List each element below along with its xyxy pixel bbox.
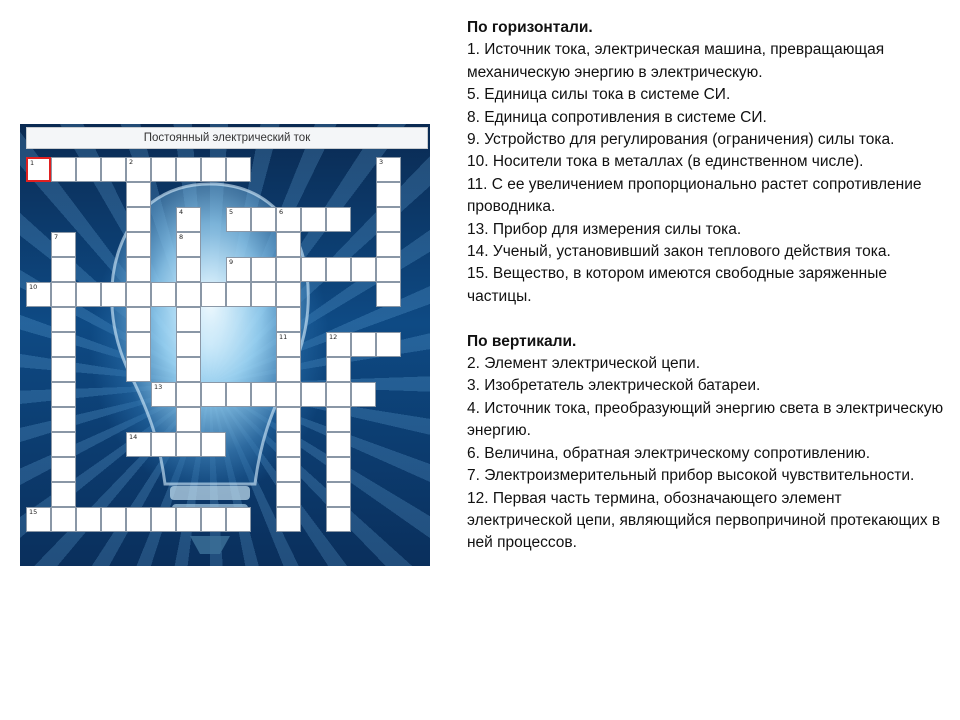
grid-cell[interactable] bbox=[151, 382, 176, 407]
grid-cell[interactable] bbox=[376, 207, 401, 232]
grid-cell[interactable] bbox=[176, 407, 201, 432]
across-clue: 15. Вещество, в котором имеются свободные заряженные частицы. bbox=[467, 265, 887, 305]
cell-number: 2 bbox=[129, 158, 134, 166]
grid-cell[interactable] bbox=[276, 407, 301, 432]
down-clue: 2. Элемент электрической цепи. bbox=[467, 355, 700, 373]
across-clue: 11. С ее увеличением пропорционально растет сопротивление проводника. bbox=[467, 175, 922, 216]
cell-number: 7 bbox=[54, 233, 59, 241]
grid-cell[interactable] bbox=[176, 157, 201, 182]
cell-number: 5 bbox=[229, 208, 234, 216]
grid-cell[interactable] bbox=[226, 282, 251, 307]
across-clue: 9. Устройство для регулирования (ограничения) силы тока. bbox=[467, 131, 895, 149]
grid-cell[interactable] bbox=[176, 307, 201, 332]
down-heading: По вертикали. bbox=[467, 332, 577, 350]
grid-cell[interactable] bbox=[276, 482, 301, 507]
grid-cell[interactable] bbox=[176, 432, 201, 457]
clue-spacer bbox=[467, 308, 947, 330]
grid-cell[interactable] bbox=[226, 207, 251, 232]
grid-cell[interactable] bbox=[301, 257, 326, 282]
grid-cell[interactable] bbox=[126, 432, 151, 457]
grid-cell[interactable] bbox=[351, 332, 376, 357]
grid-cell[interactable] bbox=[276, 357, 301, 382]
grid-cell[interactable] bbox=[276, 432, 301, 457]
grid-cell[interactable] bbox=[376, 157, 401, 182]
grid-cell[interactable] bbox=[126, 232, 151, 257]
grid-cell[interactable] bbox=[326, 457, 351, 482]
grid-cell[interactable] bbox=[326, 507, 351, 532]
cell-number: 13 bbox=[154, 383, 163, 391]
grid-cell[interactable] bbox=[126, 507, 151, 532]
grid-cell[interactable] bbox=[326, 357, 351, 382]
grid-cell[interactable] bbox=[276, 332, 301, 357]
grid-cell[interactable] bbox=[51, 232, 76, 257]
cell-number: 8 bbox=[179, 233, 184, 241]
grid-cell[interactable] bbox=[126, 357, 151, 382]
grid-cell[interactable] bbox=[151, 282, 176, 307]
grid-cell[interactable] bbox=[126, 282, 151, 307]
grid-cell[interactable] bbox=[376, 332, 401, 357]
cell-number: 3 bbox=[379, 158, 384, 166]
grid-cell[interactable] bbox=[326, 257, 351, 282]
grid-cell[interactable] bbox=[276, 232, 301, 257]
cell-number: 10 bbox=[29, 283, 38, 291]
grid-cell[interactable] bbox=[276, 457, 301, 482]
cell-number: 12 bbox=[329, 333, 338, 341]
grid-cell[interactable] bbox=[176, 382, 201, 407]
grid-cell[interactable] bbox=[26, 507, 51, 532]
grid-cell[interactable] bbox=[51, 257, 76, 282]
puzzle-title: Постоянный электрический ток bbox=[26, 127, 428, 149]
grid-cell[interactable] bbox=[201, 507, 226, 532]
grid-cell[interactable] bbox=[51, 457, 76, 482]
cell-number: 6 bbox=[279, 208, 284, 216]
grid-cell[interactable] bbox=[126, 307, 151, 332]
grid-cell[interactable] bbox=[251, 207, 276, 232]
grid-cell[interactable] bbox=[201, 157, 226, 182]
grid-cell[interactable] bbox=[51, 507, 76, 532]
grid-cell[interactable] bbox=[101, 507, 126, 532]
grid-cell[interactable] bbox=[51, 332, 76, 357]
clues-panel bbox=[467, 17, 947, 555]
across-clue: 1. Источник тока, электрическая машина, превращающая механическую энергию в электрическую. bbox=[467, 41, 885, 81]
grid-cell[interactable] bbox=[51, 432, 76, 457]
grid-cell[interactable] bbox=[51, 157, 76, 182]
grid-cell[interactable] bbox=[376, 282, 401, 307]
grid-cell[interactable] bbox=[276, 507, 301, 532]
cell-number: 14 bbox=[129, 433, 138, 441]
grid-cell[interactable] bbox=[326, 332, 351, 357]
grid-cell[interactable] bbox=[151, 507, 176, 532]
grid-cell[interactable] bbox=[101, 157, 126, 182]
grid-cell[interactable] bbox=[276, 382, 301, 407]
grid-cell[interactable] bbox=[26, 282, 51, 307]
grid-cell[interactable] bbox=[176, 282, 201, 307]
cell-number: 1 bbox=[30, 159, 35, 167]
grid-cell[interactable] bbox=[276, 307, 301, 332]
grid-cell[interactable] bbox=[201, 432, 226, 457]
grid-cell[interactable] bbox=[376, 232, 401, 257]
across-clue: 5. Единица силы тока в системе СИ. bbox=[467, 86, 731, 104]
across-clues bbox=[467, 39, 947, 308]
grid-cell[interactable] bbox=[126, 257, 151, 282]
grid-cell[interactable] bbox=[151, 432, 176, 457]
grid-cell[interactable] bbox=[376, 257, 401, 282]
grid-cell[interactable] bbox=[176, 507, 201, 532]
grid-cell[interactable] bbox=[351, 382, 376, 407]
grid-cell[interactable] bbox=[251, 382, 276, 407]
grid-cell[interactable] bbox=[301, 382, 326, 407]
across-clue: 10. Носители тока в металлах (в единственном числе). bbox=[467, 153, 864, 171]
grid-cell[interactable] bbox=[226, 257, 251, 282]
grid-cell[interactable] bbox=[176, 332, 201, 357]
grid-cell[interactable] bbox=[251, 257, 276, 282]
grid-cell[interactable] bbox=[176, 257, 201, 282]
crossword-panel bbox=[20, 124, 430, 566]
down-clue: 4. Источник тока, преобразующий энергию света в электрическую энергию. bbox=[467, 399, 944, 440]
grid-cell[interactable] bbox=[126, 182, 151, 207]
grid-cell[interactable] bbox=[51, 407, 76, 432]
grid-cell[interactable] bbox=[226, 382, 251, 407]
grid-cell[interactable] bbox=[76, 507, 101, 532]
grid-cell[interactable] bbox=[126, 207, 151, 232]
grid-cell[interactable] bbox=[326, 382, 351, 407]
grid-cell[interactable] bbox=[51, 357, 76, 382]
grid-cell[interactable] bbox=[76, 282, 101, 307]
grid-cell[interactable] bbox=[326, 407, 351, 432]
cell-number: 11 bbox=[279, 333, 288, 341]
grid-cell[interactable] bbox=[276, 207, 301, 232]
down-clue: 6. Величина, обратная электрическому сопротивлению. bbox=[467, 444, 871, 462]
grid-cell[interactable] bbox=[276, 257, 301, 282]
across-clue: 8. Единица сопротивления в системе СИ. bbox=[467, 108, 767, 126]
grid-cell[interactable] bbox=[126, 157, 151, 182]
cell-number: 9 bbox=[229, 258, 234, 266]
down-clue: 3. Изобретатель электрической батареи. bbox=[467, 377, 761, 395]
cell-number: 15 bbox=[29, 508, 38, 516]
down-clue: 12. Первая часть термина, обозначающего элемент электрической цепи, являющийся первопричиной протекающих в ней процессов. bbox=[467, 489, 941, 552]
across-heading: По горизонтали. bbox=[467, 19, 593, 36]
across-clue: 13. Прибор для измерения силы тока. bbox=[467, 220, 742, 238]
grid-cell[interactable] bbox=[76, 157, 101, 182]
grid-cell[interactable] bbox=[151, 157, 176, 182]
grid-cell[interactable] bbox=[51, 282, 76, 307]
down-clue: 7. Электроизмерительный прибор высокой чувствительности. bbox=[467, 467, 915, 485]
grid-cell[interactable] bbox=[276, 282, 301, 307]
grid-cell[interactable] bbox=[351, 257, 376, 282]
grid-cell[interactable] bbox=[326, 482, 351, 507]
grid-cell[interactable] bbox=[126, 332, 151, 357]
grid-cell[interactable] bbox=[26, 157, 51, 182]
across-clue: 14. Ученый, установивший закон теплового действия тока. bbox=[467, 243, 891, 261]
grid-cell[interactable] bbox=[326, 432, 351, 457]
grid-cell[interactable] bbox=[226, 507, 251, 532]
grid-cell[interactable] bbox=[176, 207, 201, 232]
grid-cell[interactable] bbox=[51, 382, 76, 407]
grid-cell[interactable] bbox=[176, 357, 201, 382]
grid-cell[interactable] bbox=[301, 207, 326, 232]
cell-number: 4 bbox=[179, 208, 184, 216]
grid-cell[interactable] bbox=[326, 207, 351, 232]
grid-cell[interactable] bbox=[176, 232, 201, 257]
grid-cell[interactable] bbox=[376, 182, 401, 207]
grid-cell[interactable] bbox=[226, 157, 251, 182]
grid-cell[interactable] bbox=[251, 282, 276, 307]
grid-cell[interactable] bbox=[51, 307, 76, 332]
grid-cell[interactable] bbox=[101, 282, 126, 307]
grid-cell[interactable] bbox=[201, 382, 226, 407]
grid-cell[interactable] bbox=[51, 482, 76, 507]
grid-cell[interactable] bbox=[201, 282, 226, 307]
down-clues bbox=[467, 353, 947, 555]
